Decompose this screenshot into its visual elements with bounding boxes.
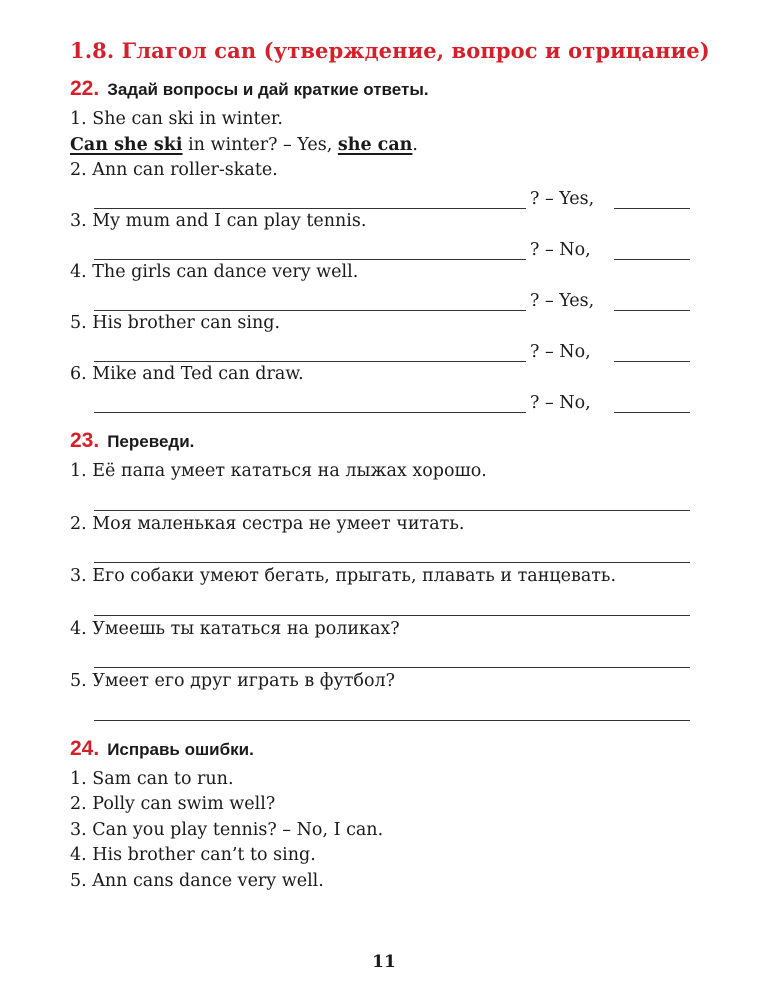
translation-blank[interactable] — [94, 590, 690, 616]
short-answer-blank[interactable] — [614, 394, 690, 413]
example-question-underlined: Can she ski — [70, 134, 183, 155]
list-item: 2. Ann can roller-skate. — [70, 160, 278, 180]
exercise-22-header — [70, 77, 690, 101]
list-item: 1. Sam can to run. — [70, 768, 234, 789]
list-item: 3. My mum and I can play tennis. — [70, 211, 367, 231]
exercise-23-header — [70, 429, 690, 453]
question-blank[interactable] — [94, 190, 526, 209]
exercise-instruction: Исправь ошибки. — [107, 739, 254, 759]
list-item: 4. Умеешь ты кататься на роликах? — [70, 618, 400, 639]
exercise-number: 23 — [70, 429, 94, 452]
exercise-22 — [70, 77, 690, 413]
translation-blank[interactable] — [94, 695, 690, 721]
exercise-24 — [70, 737, 690, 895]
translation-blank[interactable] — [94, 485, 690, 511]
section-title: 1.8. Глагол can (утверждение, вопрос и отрицание) — [70, 38, 710, 63]
list-item: 6. Mike and Ted can draw. — [70, 364, 304, 384]
answer-row — [70, 388, 690, 414]
example-question-rest: in winter? – Yes, — [182, 134, 338, 155]
list-item: 5. Умеет его друг играть в футбол? — [70, 671, 396, 691]
worksheet-page — [70, 38, 710, 910]
example-short-answer: she can — [337, 134, 413, 155]
list-item: 5. His brother can sing. — [70, 313, 281, 333]
answer-row — [70, 286, 690, 312]
translation-blank[interactable] — [94, 642, 690, 668]
exercise-dot: . — [93, 77, 100, 100]
translation-blank[interactable] — [94, 537, 690, 563]
list-item: 4. The girls can dance very well. — [70, 262, 359, 282]
page-number: 11 — [372, 952, 396, 972]
exercise-24-header — [70, 737, 690, 761]
example-end: . — [412, 134, 418, 155]
exercise-dot: . — [93, 736, 100, 760]
list-item: 1. Её папа умеет кататься на лыжах хорошо. — [70, 461, 487, 481]
answer-prompt: ? – Yes, — [530, 291, 595, 311]
answer-row — [70, 184, 690, 210]
exercise-number: 22 — [70, 77, 94, 100]
exercise-instruction: Задай вопросы и дай краткие ответы. — [107, 80, 429, 99]
answer-row — [70, 337, 690, 363]
example-answer — [70, 133, 690, 159]
answer-prompt: ? – Yes, — [530, 189, 595, 209]
question-blank[interactable] — [94, 343, 526, 362]
answer-prompt: ? – No, — [530, 240, 591, 260]
exercise-number: 24 — [70, 736, 94, 760]
list-item: 3. Can you play tennis? – No, I can. — [70, 819, 384, 840]
exercise-instruction: Переведи. — [107, 432, 195, 451]
short-answer-blank[interactable] — [614, 343, 690, 362]
short-answer-blank[interactable] — [614, 190, 690, 209]
short-answer-blank[interactable] — [614, 292, 690, 311]
answer-row — [70, 235, 690, 261]
exercise-dot: . — [93, 429, 100, 452]
question-blank[interactable] — [94, 241, 526, 260]
list-item: 3. Его собаки умеют бегать, прыгать, плавать и танцевать. — [70, 566, 617, 586]
list-item: 4. His brother can’t to sing. — [70, 845, 316, 865]
question-blank[interactable] — [94, 292, 526, 311]
answer-prompt: ? – No, — [530, 342, 591, 362]
list-item: 5. Ann cans dance very well. — [70, 870, 324, 891]
question-blank[interactable] — [94, 394, 526, 413]
short-answer-blank[interactable] — [614, 241, 690, 260]
exercise-23 — [70, 429, 690, 721]
list-item: 2. Polly can swim well? — [70, 794, 276, 814]
list-item: 2. Моя маленькая сестра не умеет читать. — [70, 513, 465, 534]
answer-prompt: ? – No, — [530, 393, 591, 413]
example-sentence: 1. She can ski in winter. — [70, 109, 283, 129]
